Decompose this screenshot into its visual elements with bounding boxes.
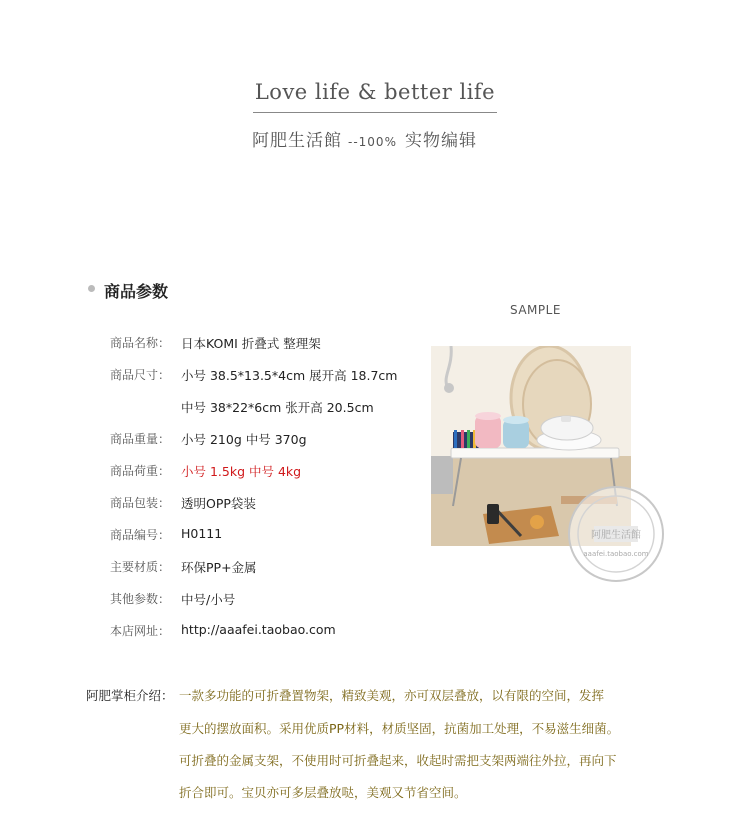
stamp-logo [570,488,662,580]
param-label: 商品重量： [110,432,171,446]
param-value: 小号 210g 中号 370g [181,432,307,447]
param-label: 商品荷重： [110,464,171,478]
param-label: 其他参数： [110,592,171,606]
param-value-highlight: 小号 1.5kg 中号 4kg [181,464,302,479]
param-value: 透明OPP袋装 [181,496,256,511]
param-value: 中号/小号 [181,592,236,607]
param-value: 中号 38*22*6cm 张开高 20.5cm [181,400,374,415]
shop-name: 阿肥生活館 [252,131,342,151]
tagline-divider [253,112,497,113]
intro-line: 折合即可。宝贝亦可多层叠放哒，美观又节省空间。 [179,785,467,800]
param-value: 环保PP+金属 [181,560,257,575]
header-banner [0,0,750,160]
section-title: 商品参数 [104,282,169,301]
intro-line: 一款多功能的可折叠置物架，精致美观，亦可双层叠放，以有限的空间，发挥 [179,688,605,703]
shop-subtitle [252,126,512,151]
param-value: H0111 [181,526,223,541]
param-value: 小号 38.5*13.5*4cm 展开高 18.7cm [181,368,398,383]
intro-line: 可折叠的金属支架，不使用时可折叠起来，收起时需把支架两端往外拉，再向下 [179,753,617,768]
param-label: 主要材质： [110,560,171,574]
param-label: 商品编号： [110,528,171,542]
intro-label: 阿肥掌柜介绍： [86,688,174,703]
stamp-bottom-text: aaafei.taobao.com [583,550,649,558]
store-url-link[interactable]: http://aaafei.taobao.com [181,622,336,637]
param-value: 日本KOMI 折叠式 整理架 [181,336,321,351]
param-label: 本店网址： [110,624,171,638]
param-label: 商品包装： [110,496,171,510]
param-label: 商品尺寸： [110,368,171,382]
param-label: 商品名称： [110,336,171,350]
sample-label: SAMPLE [510,303,561,317]
tagline: Love life & better life [254,80,496,104]
shop-watermark-stamp [568,486,664,582]
percent-mark: --100% [348,135,397,149]
subtitle-text: 实物编辑 [404,131,477,151]
stamp-top-text: 阿肥生活館 [591,530,641,541]
intro-line: 更大的摆放面积。采用优质PP材料，材质坚固，抗菌加工处理，不易滋生细菌。 [179,721,620,736]
